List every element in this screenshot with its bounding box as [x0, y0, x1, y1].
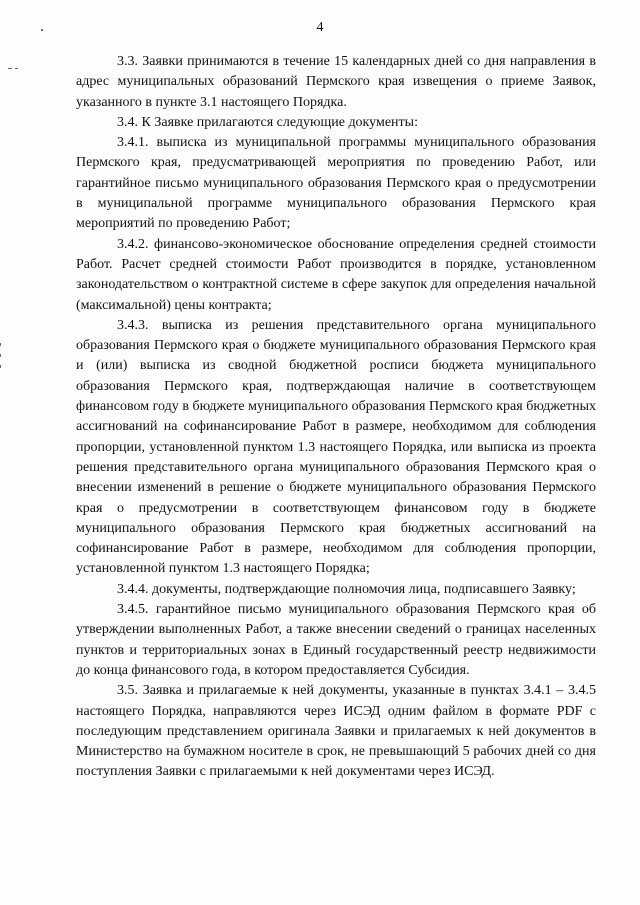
paragraph-3-4-3: 3.4.3. выписка из решения представительного органа муниципального образования Пермского края о бюджете муниципального образования Пермского края и (или) выписка из сводной бюджетной росписи бюджета муниципального образования Пермского края, подтверждающая наличие в соответствующем финансовом году в бюджете муниципального образования Пермского края бюджетных ассигнований на софинансирование Работ в размере, необходимом для соблюдения пропорции, установленной пунктом 1.3 настоящего Порядка, или выписка из проекта решения представительного органа муниципального образования Пермского края о внесении изменений в решение о бюджете муниципального образования Пермского края о предусмотрении в соответствующем финансовом году в бюджете муниципального образования Пермского края бюджетных ассигнований на софинансирование Работ в размере, необходимом для соблюдения пропорции, установленной пунктом 1.3 настоящего Порядка;	[76, 317, 596, 577]
scan-artifact	[15, 68, 18, 69]
paragraph-3-3: 3.3. Заявки принимаются в течение 15 календарных дней со дня направления в адрес муниципальных образований Пермского края извещения о приеме Заявок, указанного в пункте 3.1 настоящего Порядка.	[76, 54, 596, 110]
paragraph-3-4: 3.4. К Заявке прилагаются следующие документы:	[117, 114, 418, 130]
paragraph-3-5: 3.5. Заявка и прилагаемые к ней документы, указанные в пунктах 3.4.1 – 3.4.5 настоящего Порядка, направляются через ИСЭД одним файлом в формате PDF с последующим представлением оригинала Заявки и прилагаемых к ней документов в Министерство на бумажном носителе в срок, не превышающий 5 рабочих дней со дня поступления Заявки с прилагаемыми к ней документами через ИСЭД.	[76, 683, 596, 780]
scan-artifact	[0, 354, 1, 357]
paragraph-3-4-4: 3.4.4. документы, подтверждающие полномочия лица, подписавшего Заявку;	[117, 581, 576, 597]
page-number: 4	[316, 20, 324, 35]
document-body	[76, 52, 596, 783]
paragraph-3-4-5: 3.4.5. гарантийное письмо муниципального образования Пермского края об утверждении выполненных Работ, а также внесении сведений о границах населенных пунктов и территориальных зонах в Единый государственный реестр недвижимости до конца финансового года, в котором предоставляется Субсидия.	[76, 602, 596, 678]
scan-artifact	[0, 365, 1, 368]
paragraph-3-4-1: 3.4.1. выписка из муниципальной программы муниципального образования Пермского края, предусматривающей мероприятия по проведению Работ, или гарантийное письмо муниципального образования Пермского края о предусмотрении в муниципальной программе муниципального образования Пермского края мероприятий по проведению Работ;	[76, 135, 596, 232]
paragraph-3-4-2: 3.4.2. финансово-экономическое обоснование определения средней стоимости Работ. Расчет средней стоимости Работ производится в порядке, установленном законодательством о контрактной системе в сфере закупок для определения начальной (максимальной) цены контракта;	[76, 236, 596, 313]
scan-artifact	[8, 68, 12, 69]
scan-artifact	[0, 343, 1, 346]
